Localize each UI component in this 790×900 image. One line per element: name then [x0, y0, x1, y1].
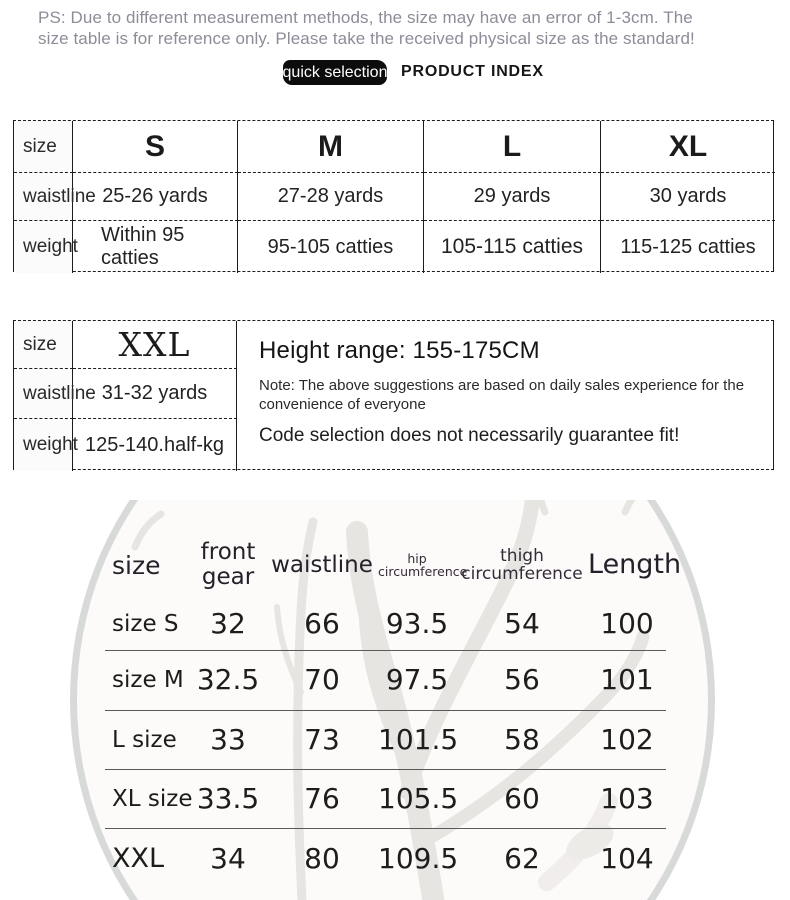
product-index-label: PRODUCT INDEX — [401, 63, 544, 80]
row-label: size S — [112, 610, 179, 637]
measurement-header-row — [105, 532, 682, 598]
thigh-value: 54 — [504, 606, 540, 640]
height-range-text: Height range: 155-175CM — [259, 337, 540, 364]
size-m-cell: M — [238, 121, 424, 173]
weight-row-label: weight — [14, 419, 73, 471]
waistline-m-value: 27-28 yards — [238, 173, 424, 221]
waistline-row-label: waistline — [14, 369, 73, 419]
waistline-row-label: waistline — [14, 173, 73, 221]
row-label: XL size — [112, 785, 193, 812]
fit-note-cell — [237, 321, 773, 471]
length-value: 102 — [600, 722, 654, 756]
hip-value: 93.5 — [385, 606, 449, 640]
col-length: Length — [588, 549, 682, 581]
waistline-value: 76 — [304, 781, 340, 815]
size-table-s-to-xl — [13, 120, 774, 272]
col-hip-circumference: hip circumference — [378, 550, 468, 579]
waistline-xl-value: 30 yards — [601, 173, 775, 221]
size-l-cell: L — [424, 121, 601, 173]
col-size: size — [112, 550, 161, 580]
length-value: 100 — [600, 606, 654, 640]
thigh-value: 58 — [504, 722, 540, 756]
waistline-value: 73 — [304, 722, 340, 756]
hip-value: 101.5 — [378, 722, 459, 756]
front-gear-value: 33.5 — [196, 781, 260, 815]
measurement-disclaimer — [38, 7, 758, 49]
table-row-size-xxl — [105, 829, 666, 889]
row-label: size M — [112, 667, 184, 694]
measurement-photo-area — [0, 500, 790, 900]
disclaimer-line-2: size table is for reference only. Please take the received physical size as the standard! — [38, 29, 695, 48]
size-header-cell: size — [14, 121, 73, 173]
col-waistline: waistline — [271, 551, 373, 578]
front-gear-value: 32.5 — [196, 663, 260, 697]
length-value: 103 — [600, 781, 654, 815]
row-label: XXL — [112, 843, 165, 875]
waistline-value: 70 — [304, 663, 340, 697]
front-gear-value: 34 — [210, 841, 246, 875]
waistline-l-value: 29 yards — [424, 173, 601, 221]
weight-m-value: 95-105 catties — [238, 221, 424, 273]
weight-row-label: weight — [14, 221, 73, 273]
waistline-value: 66 — [304, 606, 340, 640]
weight-xxl-value: 125-140.half-kg — [73, 419, 237, 471]
thigh-value: 62 — [504, 841, 540, 875]
table-row-size-l — [105, 711, 666, 770]
weight-s-value: Within 95 catties — [73, 221, 238, 273]
thigh-value: 60 — [504, 781, 540, 815]
thigh-value: 56 — [504, 663, 540, 697]
waistline-xxl-value: 31-32 yards — [73, 369, 237, 419]
waistline-value: 80 — [304, 841, 340, 875]
size-table-xxl — [13, 320, 774, 470]
waistline-s-value: 25-26 yards — [73, 173, 238, 221]
quick-selection-badge — [283, 60, 387, 85]
size-xl-cell: XL — [601, 121, 775, 173]
size-s-cell: S — [73, 121, 238, 173]
hip-value: 109.5 — [378, 841, 459, 875]
disclaimer-line-1: PS: Due to different measurement methods, the size may have an error of 1-3cm. The — [38, 8, 693, 27]
hip-value: 105.5 — [378, 781, 459, 815]
fit-warning-text: Code selection does not necessarily guarantee fit! — [259, 425, 680, 447]
weight-xl-value: 115-125 catties — [620, 235, 756, 258]
front-gear-value: 33 — [210, 722, 246, 756]
sales-experience-note: Note: The above suggestions are based on daily sales experience for the convenience of everyone — [259, 377, 745, 414]
size-header-cell: size — [14, 321, 73, 369]
measurement-table — [105, 532, 682, 889]
table-row-size-xl — [105, 770, 666, 829]
size-xxl-cell: XXL — [73, 321, 237, 369]
length-value: 104 — [600, 841, 654, 875]
weight-l-value: 105-115 catties — [424, 221, 601, 273]
table-row-size-s — [105, 598, 666, 651]
hip-value: 97.5 — [385, 663, 449, 697]
col-thigh-circumference: thigh circumference — [461, 545, 583, 584]
front-gear-value: 32 — [210, 606, 246, 640]
length-value: 101 — [600, 663, 654, 697]
quick-selection-label: quick selection — [283, 63, 387, 81]
table-row-size-m — [105, 651, 666, 711]
col-front-gear: front gear — [200, 539, 256, 590]
row-label: L size — [112, 726, 177, 753]
